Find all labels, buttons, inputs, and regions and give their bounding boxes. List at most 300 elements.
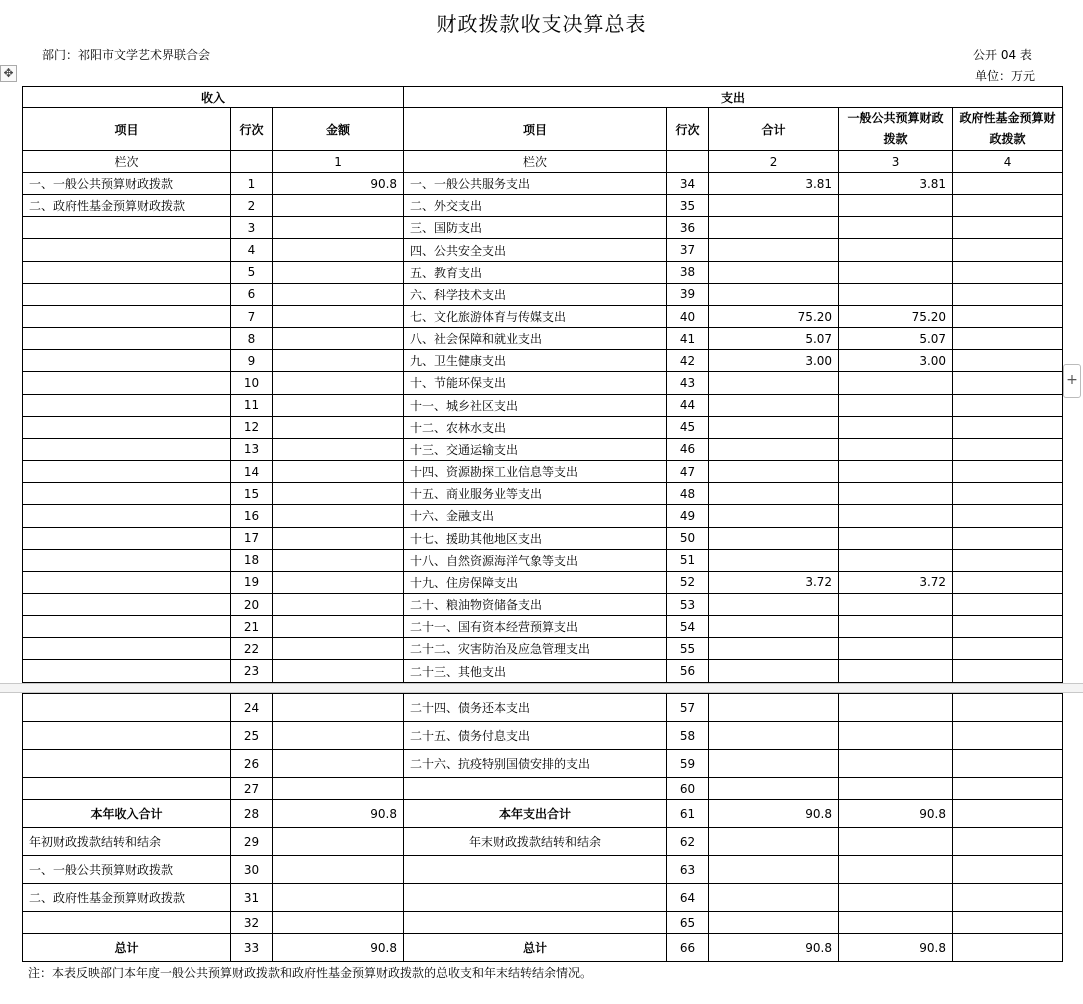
gov-fund-cell — [953, 505, 1063, 527]
income-header: 收入 — [23, 87, 404, 108]
income-amount-cell — [273, 372, 404, 394]
income-item-cell — [23, 694, 231, 722]
income-amount-cell: 90.8 — [273, 800, 404, 828]
expense-rowno-cell: 56 — [667, 660, 709, 682]
income-item-cell — [23, 549, 231, 571]
table-row — [23, 934, 1063, 962]
expense-rowno-cell: 36 — [667, 217, 709, 239]
expense-total-cell: 3.81 — [709, 173, 839, 195]
table-row — [23, 660, 1063, 682]
expense-item-cell: 十三、交通运输支出 — [404, 438, 667, 460]
income-amount-cell — [273, 884, 404, 912]
expense-total-cell — [709, 527, 839, 549]
income-amount-cell — [273, 483, 404, 505]
income-rowno-cell: 13 — [231, 438, 273, 460]
income-rowno-cell: 19 — [231, 571, 273, 593]
expense-total-cell — [709, 593, 839, 615]
income-rowno-cell: 11 — [231, 394, 273, 416]
general-budget-header: 一般公共预算财政拨款 — [839, 108, 953, 151]
table-row — [23, 722, 1063, 750]
income-amount-cell — [273, 856, 404, 884]
income-rowno-cell: 27 — [231, 778, 273, 800]
gov-fund-header: 政府性基金预算财政拨款 — [953, 108, 1063, 151]
income-rowno-cell: 23 — [231, 660, 273, 682]
column-index-4: 4 — [953, 151, 1063, 173]
expense-rowno-cell: 50 — [667, 527, 709, 549]
expense-item-header: 项目 — [404, 108, 667, 151]
expense-total-cell — [709, 616, 839, 638]
income-rowno-cell: 30 — [231, 856, 273, 884]
gov-fund-cell — [953, 593, 1063, 615]
income-rowno-cell: 6 — [231, 283, 273, 305]
income-item-cell — [23, 416, 231, 438]
general-budget-cell — [839, 694, 953, 722]
income-item-cell: 年初财政拨款结转和结余 — [23, 828, 231, 856]
general-budget-cell — [839, 778, 953, 800]
gov-fund-cell — [953, 884, 1063, 912]
expense-rowno-cell: 66 — [667, 934, 709, 962]
general-budget-cell: 75.20 — [839, 305, 953, 327]
income-item-cell — [23, 328, 231, 350]
table-row — [23, 593, 1063, 615]
expense-total-cell — [709, 195, 839, 217]
table-row — [23, 305, 1063, 327]
continued-table — [22, 693, 1063, 962]
expense-rowno-cell: 45 — [667, 416, 709, 438]
table-move-handle-icon[interactable]: ✥ — [0, 65, 17, 82]
income-item-cell — [23, 283, 231, 305]
expense-item-cell: 年末财政拨款结转和结余 — [404, 828, 667, 856]
income-amount-cell — [273, 722, 404, 750]
form-number: 公开 04 表 — [973, 48, 1032, 62]
expense-total-cell — [709, 660, 839, 682]
expense-item-cell: 二、外交支出 — [404, 195, 667, 217]
expense-rowno-cell: 54 — [667, 616, 709, 638]
income-amount-cell — [273, 778, 404, 800]
income-rowno-cell: 16 — [231, 505, 273, 527]
table-row — [23, 828, 1063, 856]
income-rowno-header: 行次 — [231, 108, 273, 151]
income-amount-cell — [273, 571, 404, 593]
income-amount-cell — [273, 549, 404, 571]
expense-item-cell — [404, 884, 667, 912]
gov-fund-cell — [953, 527, 1063, 549]
column-index-label: 栏次 — [23, 151, 231, 173]
gov-fund-cell — [953, 416, 1063, 438]
gov-fund-cell — [953, 461, 1063, 483]
income-item-cell — [23, 778, 231, 800]
expense-item-cell: 六、科学技术支出 — [404, 283, 667, 305]
income-item-cell — [23, 305, 231, 327]
income-amount-cell — [273, 660, 404, 682]
expense-rowno-cell: 63 — [667, 856, 709, 884]
table-row — [23, 638, 1063, 660]
general-budget-cell: 90.8 — [839, 800, 953, 828]
unit-label: 单位：万元 — [975, 69, 1036, 83]
income-rowno-cell: 22 — [231, 638, 273, 660]
general-budget-cell — [839, 884, 953, 912]
expense-rowno-cell: 40 — [667, 305, 709, 327]
gov-fund-cell — [953, 778, 1063, 800]
table-row — [23, 912, 1063, 934]
expense-rowno-cell: 39 — [667, 283, 709, 305]
general-budget-cell — [839, 394, 953, 416]
expense-rowno-cell: 44 — [667, 394, 709, 416]
general-budget-cell — [839, 616, 953, 638]
gov-fund-cell — [953, 934, 1063, 962]
income-rowno-cell: 26 — [231, 750, 273, 778]
expense-rowno-cell: 46 — [667, 438, 709, 460]
expense-rowno-cell: 41 — [667, 328, 709, 350]
expense-rowno-cell: 42 — [667, 350, 709, 372]
income-item-cell: 二、政府性基金预算财政拨款 — [23, 884, 231, 912]
income-amount-cell — [273, 593, 404, 615]
income-amount-cell: 90.8 — [273, 934, 404, 962]
department-label: 部门：祁阳市文学艺术界联合会 — [42, 48, 211, 62]
income-amount-cell: 90.8 — [273, 173, 404, 195]
expense-item-cell: 二十六、抗疫特别国债安排的支出 — [404, 750, 667, 778]
expense-item-cell: 十、节能环保支出 — [404, 372, 667, 394]
general-budget-cell: 5.07 — [839, 328, 953, 350]
expense-total-cell — [709, 828, 839, 856]
gov-fund-cell — [953, 483, 1063, 505]
gov-fund-cell — [953, 195, 1063, 217]
expense-item-cell: 二十五、债务付息支出 — [404, 722, 667, 750]
add-column-plus-icon[interactable]: + — [1063, 364, 1081, 398]
expense-item-cell: 二十二、灾害防治及应急管理支出 — [404, 638, 667, 660]
income-item-cell: 总计 — [23, 934, 231, 962]
income-rowno-cell: 9 — [231, 350, 273, 372]
gov-fund-cell — [953, 549, 1063, 571]
table-row — [23, 778, 1063, 800]
expense-total-cell — [709, 722, 839, 750]
general-budget-cell — [839, 217, 953, 239]
general-budget-cell — [839, 828, 953, 856]
expense-rowno-cell: 60 — [667, 778, 709, 800]
column-index-cell — [231, 151, 273, 173]
income-item-cell — [23, 616, 231, 638]
general-budget-cell — [839, 461, 953, 483]
expense-item-cell: 十五、商业服务业等支出 — [404, 483, 667, 505]
expense-rowno-header: 行次 — [667, 108, 709, 151]
expense-rowno-cell: 61 — [667, 800, 709, 828]
income-item-cell — [23, 527, 231, 549]
expense-rowno-cell: 57 — [667, 694, 709, 722]
table-row — [23, 750, 1063, 778]
income-item-cell — [23, 261, 231, 283]
income-amount-cell — [273, 638, 404, 660]
income-item-cell — [23, 571, 231, 593]
table-row — [23, 195, 1063, 217]
income-item-cell: 一、一般公共预算财政拨款 — [23, 173, 231, 195]
income-amount-cell — [273, 350, 404, 372]
expense-total-cell — [709, 750, 839, 778]
table-title: 财政拨款收支决算总表 — [436, 12, 647, 36]
general-budget-cell — [839, 549, 953, 571]
expense-total-cell: 75.20 — [709, 305, 839, 327]
gov-fund-cell — [953, 638, 1063, 660]
gov-fund-cell — [953, 239, 1063, 261]
general-budget-cell — [839, 483, 953, 505]
income-rowno-cell: 10 — [231, 372, 273, 394]
expense-total-cell — [709, 461, 839, 483]
general-budget-cell — [839, 638, 953, 660]
expense-rowno-cell: 53 — [667, 593, 709, 615]
gov-fund-cell — [953, 305, 1063, 327]
expense-total-cell: 90.8 — [709, 800, 839, 828]
table-row — [23, 283, 1063, 305]
gov-fund-cell — [953, 283, 1063, 305]
gov-fund-cell — [953, 217, 1063, 239]
gov-fund-cell — [953, 616, 1063, 638]
income-rowno-cell: 3 — [231, 217, 273, 239]
expense-rowno-cell: 55 — [667, 638, 709, 660]
table-row — [23, 350, 1063, 372]
income-amount-cell — [273, 694, 404, 722]
expense-total-header: 合计 — [709, 108, 839, 151]
general-budget-cell — [839, 527, 953, 549]
income-rowno-cell: 31 — [231, 884, 273, 912]
column-index-2: 2 — [709, 151, 839, 173]
income-rowno-cell: 4 — [231, 239, 273, 261]
expense-item-cell: 十一、城乡社区支出 — [404, 394, 667, 416]
table-row — [23, 328, 1063, 350]
income-amount-cell — [273, 750, 404, 778]
expense-item-cell — [404, 912, 667, 934]
general-budget-cell — [839, 750, 953, 778]
expense-total-cell — [709, 638, 839, 660]
expense-rowno-cell: 59 — [667, 750, 709, 778]
expense-item-cell: 总计 — [404, 934, 667, 962]
expense-item-cell: 二十四、债务还本支出 — [404, 694, 667, 722]
table-row — [23, 438, 1063, 460]
gov-fund-cell — [953, 173, 1063, 195]
income-amount-cell — [273, 616, 404, 638]
column-index-1: 1 — [273, 151, 404, 173]
gov-fund-cell — [953, 261, 1063, 283]
gov-fund-cell — [953, 694, 1063, 722]
table-row — [23, 239, 1063, 261]
table-row — [23, 527, 1063, 549]
income-rowno-cell: 17 — [231, 527, 273, 549]
expense-total-cell — [709, 549, 839, 571]
income-rowno-cell: 12 — [231, 416, 273, 438]
income-item-cell — [23, 912, 231, 934]
expense-item-cell: 二十、粮油物资储备支出 — [404, 593, 667, 615]
income-amount-cell — [273, 416, 404, 438]
expense-item-cell — [404, 778, 667, 800]
income-rowno-cell: 25 — [231, 722, 273, 750]
income-amount-cell — [273, 239, 404, 261]
income-item-cell: 二、政府性基金预算财政拨款 — [23, 195, 231, 217]
gov-fund-cell — [953, 722, 1063, 750]
expense-total-cell — [709, 394, 839, 416]
general-budget-cell — [839, 856, 953, 884]
general-budget-cell — [839, 505, 953, 527]
column-index-label: 栏次 — [404, 151, 667, 173]
expense-total-cell — [709, 261, 839, 283]
income-rowno-cell: 8 — [231, 328, 273, 350]
income-item-cell: 一、一般公共预算财政拨款 — [23, 856, 231, 884]
income-item-cell — [23, 372, 231, 394]
expense-item-cell: 二十一、国有资本经营预算支出 — [404, 616, 667, 638]
income-item-cell — [23, 350, 231, 372]
expense-rowno-cell: 58 — [667, 722, 709, 750]
expense-rowno-cell: 38 — [667, 261, 709, 283]
expense-total-cell — [709, 778, 839, 800]
general-budget-cell — [839, 593, 953, 615]
general-budget-cell: 3.72 — [839, 571, 953, 593]
expense-item-cell: 十四、资源勘探工业信息等支出 — [404, 461, 667, 483]
income-item-cell — [23, 593, 231, 615]
table-row — [23, 372, 1063, 394]
income-amount-cell — [273, 527, 404, 549]
general-budget-cell — [839, 239, 953, 261]
expense-item-cell: 五、教育支出 — [404, 261, 667, 283]
general-budget-cell — [839, 283, 953, 305]
expense-total-cell — [709, 239, 839, 261]
expense-item-cell: 十二、农林水支出 — [404, 416, 667, 438]
gov-fund-cell — [953, 800, 1063, 828]
table-row — [23, 616, 1063, 638]
general-budget-cell — [839, 438, 953, 460]
income-amount-cell — [273, 305, 404, 327]
general-budget-cell — [839, 912, 953, 934]
expense-rowno-cell: 35 — [667, 195, 709, 217]
expense-total-cell — [709, 283, 839, 305]
expense-total-cell — [709, 884, 839, 912]
expense-item-cell: 十八、自然资源海洋气象等支出 — [404, 549, 667, 571]
expense-header: 支出 — [404, 87, 1063, 108]
income-amount-cell — [273, 261, 404, 283]
expense-item-cell: 七、文化旅游体育与传媒支出 — [404, 305, 667, 327]
expense-rowno-cell: 47 — [667, 461, 709, 483]
expense-item-cell: 一、一般公共服务支出 — [404, 173, 667, 195]
expense-total-cell — [709, 694, 839, 722]
footnote: 注：本表反映部门本年度一般公共预算财政拨款和政府性基金预算财政拨款的总收支和年末结转结余情况。 — [28, 966, 593, 980]
expense-item-cell: 九、卫生健康支出 — [404, 350, 667, 372]
expense-rowno-cell: 49 — [667, 505, 709, 527]
income-amount-cell — [273, 912, 404, 934]
gov-fund-cell — [953, 350, 1063, 372]
income-item-cell: 本年收入合计 — [23, 800, 231, 828]
column-index-cell — [667, 151, 709, 173]
income-amount-cell — [273, 394, 404, 416]
income-amount-header: 金额 — [273, 108, 404, 151]
table-row — [23, 217, 1063, 239]
expense-item-cell: 十七、援助其他地区支出 — [404, 527, 667, 549]
expense-total-cell: 90.8 — [709, 934, 839, 962]
income-item-cell — [23, 722, 231, 750]
general-budget-cell — [839, 416, 953, 438]
expense-total-cell: 3.00 — [709, 350, 839, 372]
expense-item-cell: 二十三、其他支出 — [404, 660, 667, 682]
income-amount-cell — [273, 328, 404, 350]
income-item-cell — [23, 638, 231, 660]
expense-item-cell: 十九、住房保障支出 — [404, 571, 667, 593]
table-row — [23, 173, 1063, 195]
expense-rowno-cell: 48 — [667, 483, 709, 505]
general-budget-cell — [839, 660, 953, 682]
income-rowno-cell: 33 — [231, 934, 273, 962]
income-rowno-cell: 1 — [231, 173, 273, 195]
table-row — [23, 800, 1063, 828]
general-budget-cell — [839, 261, 953, 283]
gov-fund-cell — [953, 912, 1063, 934]
general-budget-cell: 90.8 — [839, 934, 953, 962]
general-budget-cell: 3.00 — [839, 350, 953, 372]
expense-item-cell: 三、国防支出 — [404, 217, 667, 239]
table-row — [23, 856, 1063, 884]
expense-item-cell — [404, 856, 667, 884]
income-rowno-cell: 18 — [231, 549, 273, 571]
income-rowno-cell: 24 — [231, 694, 273, 722]
table-row — [23, 394, 1063, 416]
expense-total-cell — [709, 483, 839, 505]
expense-rowno-cell: 62 — [667, 828, 709, 856]
income-rowno-cell: 5 — [231, 261, 273, 283]
income-rowno-cell: 20 — [231, 593, 273, 615]
expense-total-cell — [709, 505, 839, 527]
gov-fund-cell — [953, 750, 1063, 778]
income-item-cell — [23, 438, 231, 460]
expense-item-cell: 四、公共安全支出 — [404, 239, 667, 261]
income-rowno-cell: 32 — [231, 912, 273, 934]
general-budget-cell — [839, 195, 953, 217]
expense-total-cell — [709, 217, 839, 239]
gov-fund-cell — [953, 394, 1063, 416]
income-rowno-cell: 29 — [231, 828, 273, 856]
income-amount-cell — [273, 217, 404, 239]
expense-rowno-cell: 43 — [667, 372, 709, 394]
income-item-cell — [23, 461, 231, 483]
income-amount-cell — [273, 505, 404, 527]
income-amount-cell — [273, 461, 404, 483]
general-budget-cell — [839, 372, 953, 394]
table-row — [23, 884, 1063, 912]
income-item-cell — [23, 394, 231, 416]
expense-item-cell: 十六、金融支出 — [404, 505, 667, 527]
gov-fund-cell — [953, 372, 1063, 394]
expense-rowno-cell: 65 — [667, 912, 709, 934]
table-row — [23, 416, 1063, 438]
expense-rowno-cell: 52 — [667, 571, 709, 593]
gov-fund-cell — [953, 328, 1063, 350]
general-budget-cell: 3.81 — [839, 173, 953, 195]
table-row — [23, 483, 1063, 505]
table-row — [23, 571, 1063, 593]
income-amount-cell — [273, 195, 404, 217]
expense-total-cell — [709, 416, 839, 438]
expense-total-cell: 3.72 — [709, 571, 839, 593]
expense-total-cell: 5.07 — [709, 328, 839, 350]
gov-fund-cell — [953, 438, 1063, 460]
income-item-cell — [23, 660, 231, 682]
income-item-cell — [23, 505, 231, 527]
expense-item-cell: 本年支出合计 — [404, 800, 667, 828]
expense-total-cell — [709, 372, 839, 394]
page-break-divider — [0, 683, 1083, 693]
table-row — [23, 505, 1063, 527]
gov-fund-cell — [953, 660, 1063, 682]
expense-rowno-cell: 51 — [667, 549, 709, 571]
income-item-cell — [23, 483, 231, 505]
income-rowno-cell: 15 — [231, 483, 273, 505]
gov-fund-cell — [953, 856, 1063, 884]
table-row — [23, 549, 1063, 571]
gov-fund-cell — [953, 571, 1063, 593]
income-rowno-cell: 2 — [231, 195, 273, 217]
